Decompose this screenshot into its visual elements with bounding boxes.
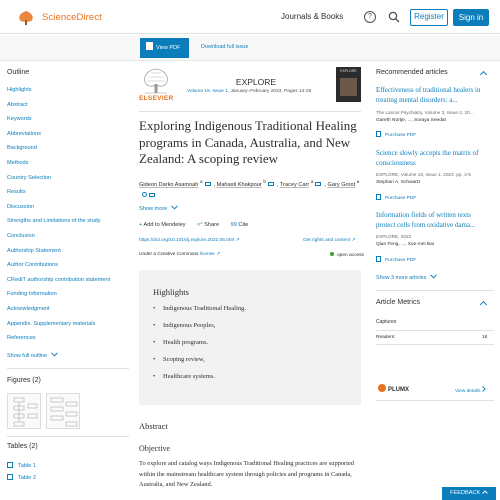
outline-item[interactable]: Background — [7, 145, 37, 152]
external-link-icon: ↗ — [235, 238, 240, 243]
pdf-icon — [376, 131, 381, 137]
highlight-item: • Healthcare systems. — [153, 373, 215, 380]
recommended-article-meta: EXPLORE, 2022 — [376, 234, 412, 239]
plus-icon: + — [139, 222, 144, 228]
author-affiliation-sup: a — [356, 179, 360, 184]
recommended-articles-heading: Recommended articles — [376, 69, 448, 76]
open-access-badge — [330, 252, 364, 258]
author-affiliation-sup: a — [310, 179, 314, 184]
elsevier-logo-icon[interactable] — [12, 9, 40, 27]
view-pdf-button[interactable] — [140, 38, 189, 58]
outline-item[interactable]: References — [7, 335, 36, 342]
volume-issue-link[interactable]: Volume 19, Issue 1 — [187, 89, 228, 94]
article-title: Exploring Indigenous Traditional Healing programs in Canada, Australia, and New Zealand: A scoping review — [139, 118, 357, 166]
purchase-pdf-label: Purchase PDF — [385, 258, 417, 263]
add-to-mendeley-label: Add to Mendeley — [143, 222, 186, 228]
chevron-down-icon — [51, 352, 58, 357]
outline-item[interactable]: Appendix. Supplementary materials — [7, 320, 96, 327]
share-button[interactable] — [197, 222, 219, 228]
journal-issue-info — [187, 89, 311, 94]
plumx-label: PLUMX — [388, 387, 409, 393]
chevron-down-icon — [171, 205, 178, 210]
recommended-article-title[interactable]: Information fields of written texts protect cells from oxidative dama... — [376, 211, 476, 229]
sciencedirect-brand[interactable]: ScienceDirect — [42, 12, 102, 23]
highlight-text: Health programs. — [163, 339, 209, 346]
doi-text: https://doi.org/10.1016/j.explore.2022.06.004 — [139, 238, 235, 243]
recommended-article-title[interactable]: Science slowly accepts the matrix of consciousness — [376, 149, 479, 167]
cover-title: EXPLORE — [340, 69, 357, 73]
recommended-article-meta: EXPLORE, Volume 19, Issue 1, 2023, pp. 3-5 — [376, 172, 471, 177]
outline-item[interactable]: Abstract — [7, 101, 28, 108]
outline-item[interactable]: Results — [7, 189, 26, 196]
journal-cover-image[interactable] — [336, 67, 361, 102]
divider — [376, 400, 494, 401]
view-pdf-label: View PDF — [156, 45, 181, 51]
article-toolbar — [0, 35, 500, 61]
purchase-pdf-label: Purchase PDF — [385, 133, 417, 138]
external-link-icon: ↗ — [351, 238, 356, 243]
outline-item[interactable]: Acknowledgment — [7, 305, 50, 312]
highlight-item: • Indigenous Peoples, — [153, 322, 216, 329]
readers-count: 16 — [482, 335, 488, 340]
chevron-up-icon[interactable] — [480, 71, 487, 78]
author-name[interactable]: Gary Groot — [327, 181, 356, 188]
show-more-articles-label: Show 3 more articles — [376, 275, 427, 281]
highlight-text: Healthcare systems. — [163, 373, 215, 380]
chevron-up-icon[interactable] — [480, 301, 487, 308]
table-icon — [7, 474, 13, 480]
author-affiliation-sup: b — [263, 179, 266, 184]
outline-heading: Outline — [7, 69, 30, 76]
captures-label: Captures — [376, 319, 397, 325]
outline-item[interactable]: Methods — [7, 159, 29, 166]
download-full-issue-link[interactable]: Download full issue — [201, 44, 249, 50]
article-actions — [139, 222, 258, 228]
flowchart-thumbnail-icon — [8, 394, 42, 430]
highlight-text: Scoping review, — [163, 356, 205, 363]
article-metrics-heading: Article Metrics — [376, 299, 420, 306]
cite-label: Cite — [238, 222, 249, 228]
journals-books-link[interactable]: Journals & Books — [281, 12, 344, 21]
outline-item[interactable]: Funding Information — [7, 291, 57, 298]
show-more-button[interactable] — [139, 205, 178, 212]
sign-in-button[interactable]: Sign in — [453, 9, 489, 26]
table-link-2[interactable] — [7, 474, 36, 481]
highlight-item: • Health programs. — [153, 339, 209, 346]
show-more-label: Show more — [139, 206, 168, 212]
author-list: Gideon Darko Asamoah $^a$, Mahasti Khakpour $^b$, Tracey Carr $^a$, Gary Groot $^a$ — [139, 176, 361, 202]
purchase-pdf-link[interactable] — [376, 256, 416, 263]
search-icon[interactable] — [388, 11, 400, 23]
recommended-article-meta: The Lancet Psychiatry, Volume 3, Issue 2, 20... — [376, 110, 474, 115]
readers-label: Readers: — [376, 335, 396, 340]
feedback-label: FEEDBACK — [450, 490, 481, 496]
chevron-right-icon — [482, 386, 486, 392]
open-access-dot-icon — [330, 252, 334, 256]
outline-item[interactable]: Abbreviations — [7, 130, 41, 137]
cover-artwork — [340, 78, 357, 96]
divider — [7, 436, 129, 437]
elsevier-tree-logo-icon[interactable] — [139, 67, 173, 95]
publisher-wordmark: ELSEVIER — [139, 95, 174, 102]
outline-item[interactable]: Conclusion — [7, 232, 35, 239]
table-link-label: Table 1 — [18, 463, 37, 469]
figure-thumbnail[interactable] — [7, 393, 41, 429]
chevron-down-icon — [430, 274, 437, 279]
share-label: Share — [204, 222, 220, 228]
issue-date-pages: , January–February 2023, Pages 14-25 — [227, 89, 312, 94]
get-rights-link[interactable] — [303, 238, 356, 243]
email-icon[interactable] — [205, 182, 211, 186]
help-icon[interactable]: ? — [364, 11, 376, 23]
open-access-label: open access — [337, 253, 364, 258]
table-link-label: Table 2 — [18, 475, 37, 481]
license-line — [139, 252, 220, 257]
figure-thumbnail[interactable] — [46, 393, 80, 429]
divider — [139, 111, 361, 112]
outline-item[interactable]: Authorship Statement — [7, 247, 61, 254]
divider — [376, 344, 494, 345]
highlights-box — [139, 270, 361, 405]
recommended-article-title[interactable]: Effectiveness of traditional healers in treating mental disorders: a... — [376, 86, 481, 104]
recommended-article-authors: Gareth Nortje, ..., Soraya Seedat — [376, 118, 446, 123]
outline-item[interactable]: Discussion — [7, 203, 35, 210]
email-icon[interactable] — [149, 193, 155, 197]
external-link-icon: ↗ — [216, 252, 221, 257]
rights-text: Get rights and content — [303, 238, 351, 243]
doi-link[interactable] — [139, 238, 240, 243]
add-to-mendeley-button[interactable] — [139, 222, 186, 228]
outline-item[interactable]: Country Selection — [7, 174, 52, 181]
divider — [376, 290, 494, 291]
outline-item[interactable]: Strengths and Limitations of the study — [7, 218, 101, 225]
divider — [376, 330, 494, 331]
register-button[interactable]: Register — [410, 9, 448, 26]
author-affiliation-sup: a — [199, 179, 203, 184]
highlight-item: • Scoping review, — [153, 356, 205, 363]
chevron-up-icon — [482, 490, 488, 494]
table-icon — [7, 462, 13, 468]
email-icon[interactable] — [268, 182, 274, 186]
abstract-heading: Abstract — [139, 421, 168, 431]
author-name[interactable]: Gideon Darko Asamoah — [139, 181, 199, 188]
quote-icon: 99 — [230, 222, 239, 228]
pdf-icon — [376, 194, 381, 200]
objective-heading: Objective — [139, 444, 171, 453]
abstract-text: To explore and catalog ways Indigenous Traditional Healing practices are supported within the mainstream healthcare system through policies and programs in Canada, Australia, and New Zealand. — [139, 460, 354, 489]
table-link-1[interactable] — [7, 462, 36, 469]
figures-heading: Figures (2) — [7, 377, 41, 384]
tables-heading: Tables (2) — [7, 443, 38, 450]
email-icon[interactable] — [315, 182, 321, 186]
outline-item[interactable]: Author Contributions — [7, 262, 58, 269]
recommended-article-authors: Qian Feng, ..., Xue-mei Bai — [376, 242, 434, 247]
outline-item[interactable]: CRediT authorship contribution statement — [7, 276, 111, 283]
outline-item[interactable]: Keywords — [7, 116, 32, 123]
show-more-articles-button[interactable] — [376, 274, 437, 281]
purchase-pdf-label: Purchase PDF — [385, 196, 417, 201]
author-name[interactable]: Tracey Carr — [279, 181, 310, 188]
person-icon[interactable] — [142, 192, 147, 197]
feedback-button[interactable] — [442, 487, 496, 500]
view-details-link[interactable] — [455, 386, 486, 394]
highlights-heading: Highlights — [153, 287, 189, 297]
pdf-icon — [146, 42, 153, 50]
outline-item[interactable]: Highlights — [7, 87, 32, 93]
highlight-item: • Indigenous Traditional Healing. — [153, 305, 246, 312]
outline-list — [7, 86, 135, 349]
plumx-icon — [378, 384, 386, 392]
cite-button[interactable] — [231, 222, 249, 228]
highlight-text: Indigenous Peoples, — [163, 322, 216, 329]
show-full-outline-button[interactable] — [7, 352, 58, 359]
author-name[interactable]: Mahasti Khakpour — [216, 181, 262, 188]
view-details-label: View details — [455, 389, 481, 394]
flowchart-thumbnail-icon — [47, 394, 81, 430]
purchase-pdf-link[interactable] — [376, 194, 416, 201]
license-link-label: license — [199, 252, 215, 257]
pdf-icon — [376, 256, 381, 262]
recommended-article-authors: Stephan A. Schwartz — [376, 180, 421, 185]
share-icon: <° — [197, 222, 205, 228]
journal-name[interactable]: EXPLORE — [235, 77, 277, 87]
highlight-text: Indigenous Traditional Healing. — [163, 305, 246, 312]
purchase-pdf-link[interactable] — [376, 131, 416, 138]
show-full-outline-label: Show full outline — [7, 353, 48, 359]
license-link[interactable] — [200, 252, 220, 257]
plumx-logo[interactable] — [378, 384, 409, 393]
license-prefix: Under a Creative Commons — [139, 252, 199, 257]
top-header — [0, 0, 500, 34]
divider — [7, 368, 129, 369]
